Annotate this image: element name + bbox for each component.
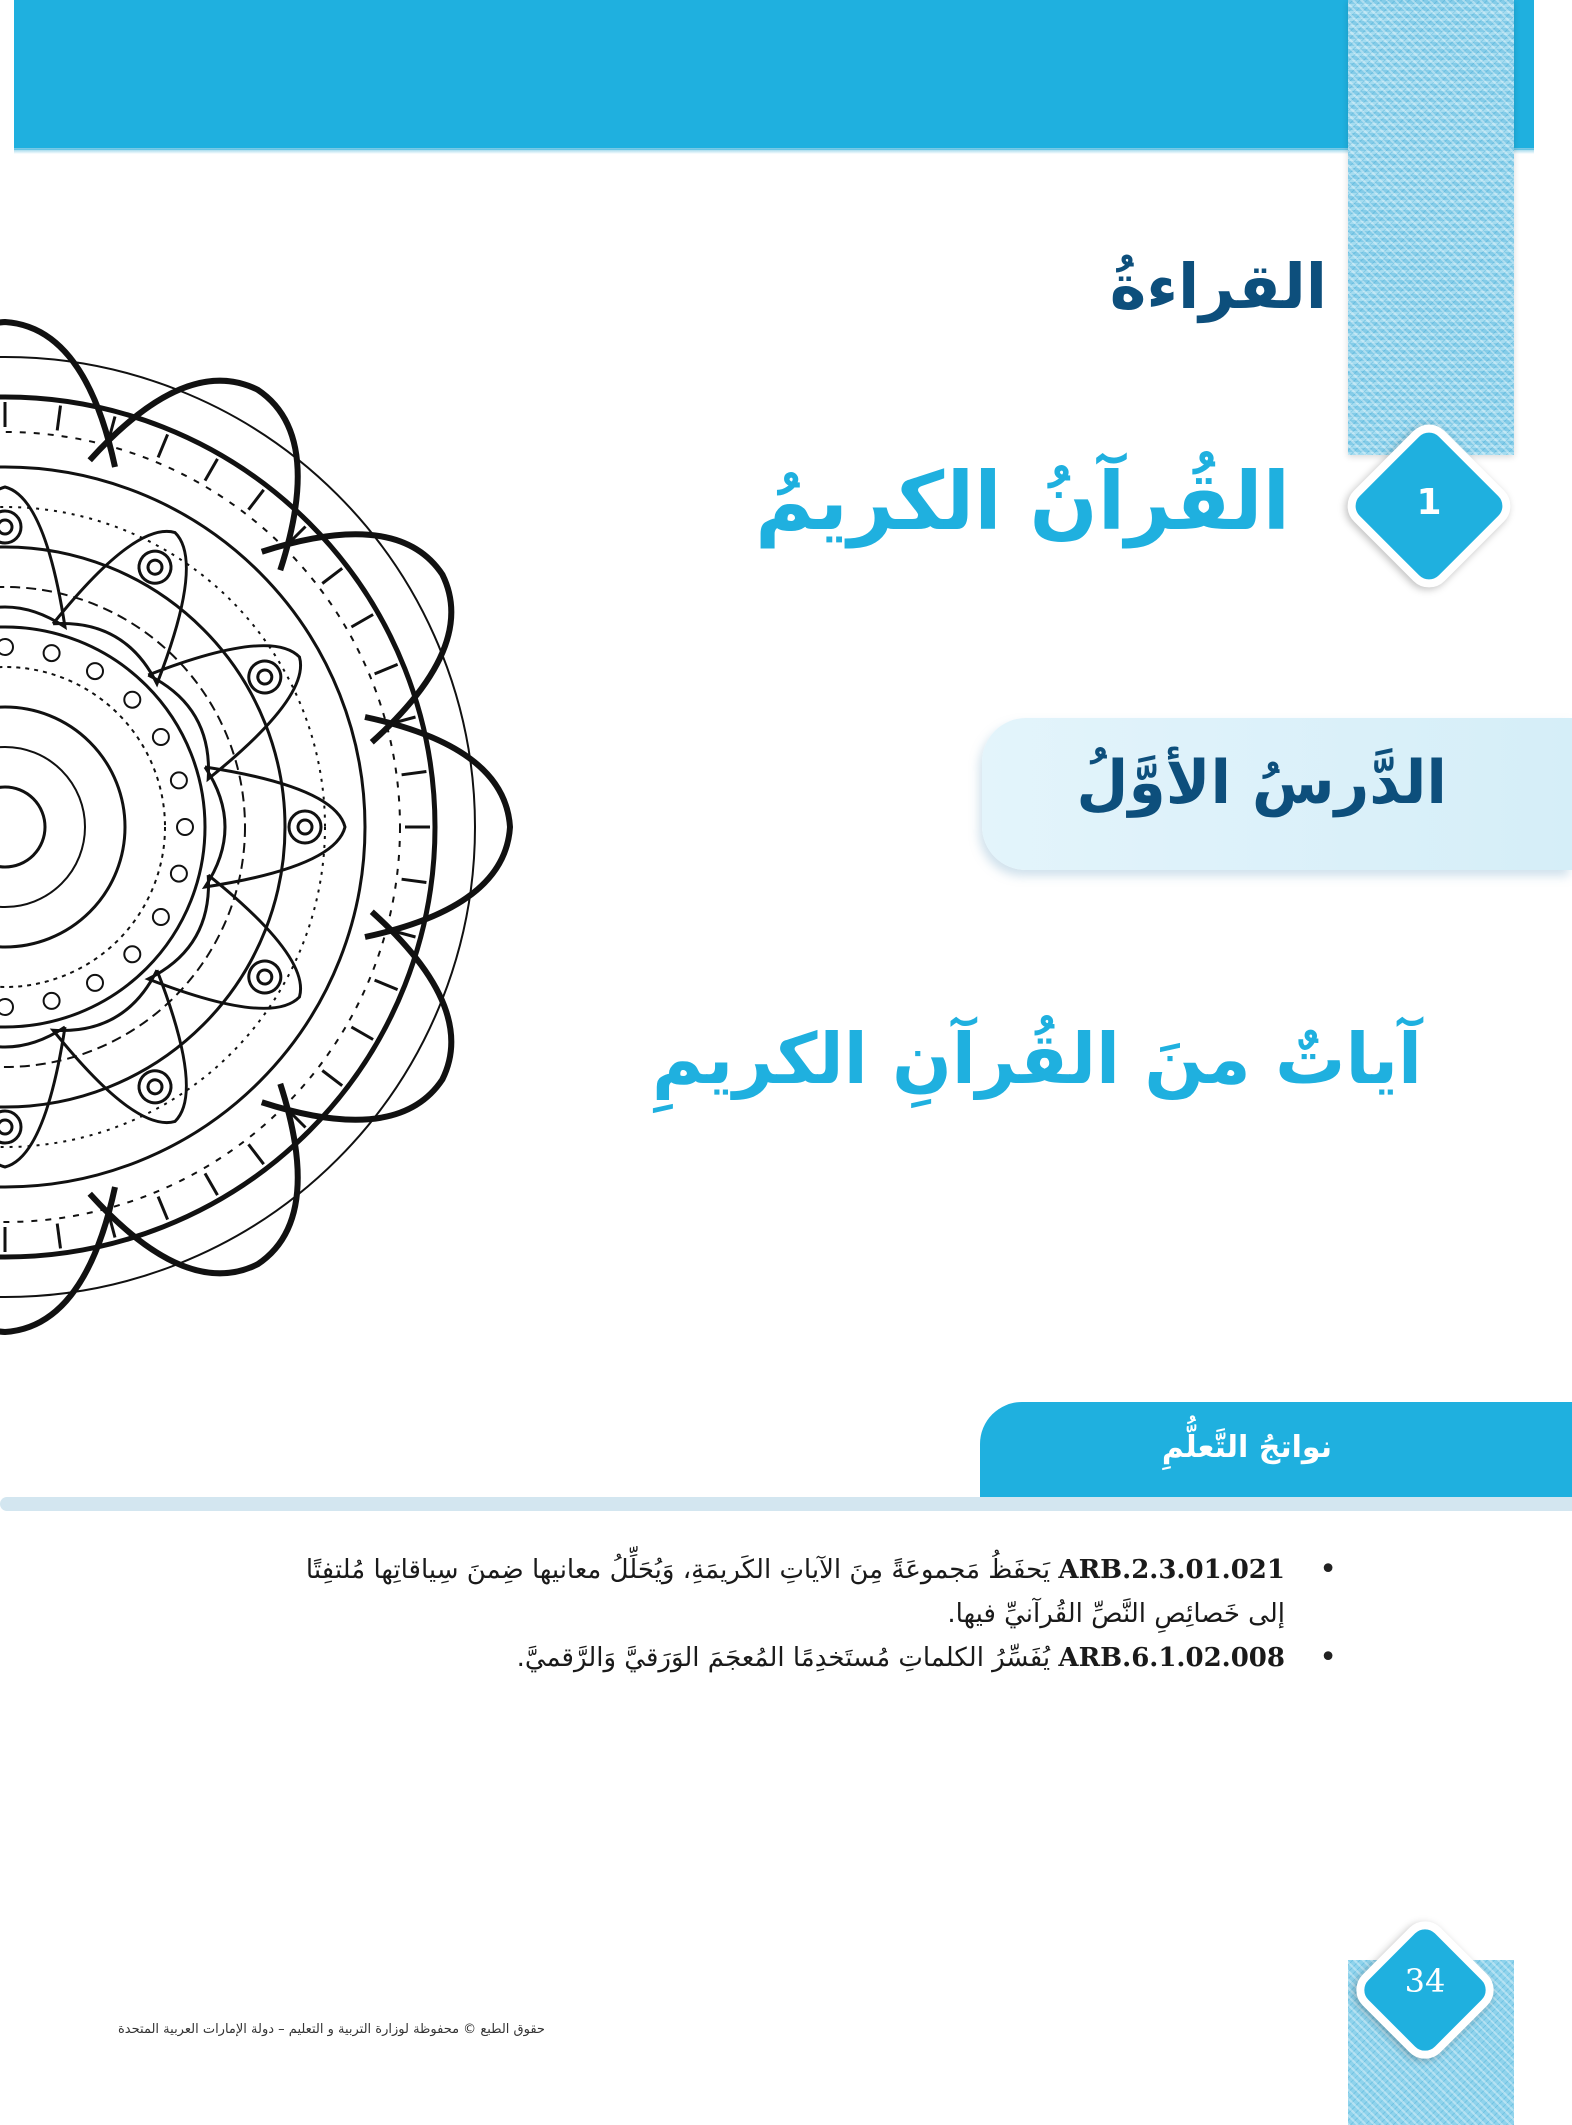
outcome-text: يَحفَظُ مَجموعَةً مِنَ الآياتِ الكَريمَةِ، وَيُحَلِّلُ معانيها ضِمنَ سِياقاتِها مُلتفِتًا إلى خَصائِصِ النَّصِّ القُرآنيِّ فيها. xyxy=(305,1555,1285,1629)
lesson-subtitle: آياتٌ منَ القُرآنِ الكريمِ xyxy=(652,1018,1422,1100)
chapter-title: القُرآنُ الكريمُ xyxy=(755,455,1290,548)
lesson-title: الدَّرسُ الأوَّلُ xyxy=(1076,748,1447,818)
outcomes-divider xyxy=(0,1497,1572,1511)
outcome-text: يُفَسِّرُ الكلماتِ مُستَخدِمًا المُعجَمَ الوَرَقيَّ وَالرَّقميَّ. xyxy=(516,1643,1051,1673)
top-banner-shadow xyxy=(14,148,1534,154)
outcome-item xyxy=(277,1636,1337,1680)
chapter-number: 1 xyxy=(1416,482,1442,523)
copyright-text: حقوق الطبع © محفوظة لوزارة التربية و التعليم – دولة الإمارات العربية المتحدة xyxy=(118,2022,545,2037)
page-number: 34 xyxy=(1404,1962,1446,2000)
outcome-code: ARB.6.1.02.008 xyxy=(1058,1643,1285,1673)
side-ribbon xyxy=(1348,0,1514,455)
top-banner xyxy=(14,0,1534,150)
unit-title: القراءةُ xyxy=(1109,250,1327,323)
outcome-item xyxy=(277,1548,1337,1636)
mandala-icon xyxy=(0,262,520,1392)
outcomes-heading: نواتجُ التَّعلُّمِ xyxy=(1161,1430,1332,1465)
outcome-code: ARB.2.3.01.021 xyxy=(1058,1555,1285,1585)
outcomes-list xyxy=(277,1548,1337,1680)
